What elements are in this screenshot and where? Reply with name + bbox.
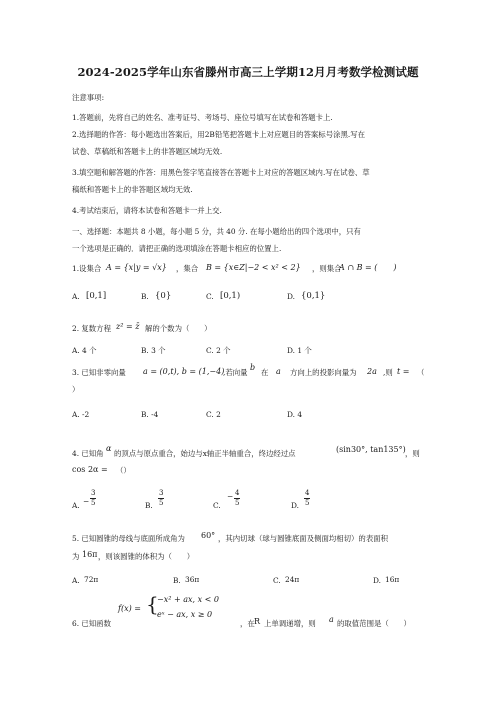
q4-prefix: 4. 已知角 [72,449,104,458]
q4-mid: 的顶点与原点重合，始边与x轴正半轴重合，终边经过点 [114,449,296,458]
q4-option-b-numerator: 3 [159,489,164,497]
q1-option-d-value: {0,1} [301,291,326,301]
q4-option-a-denominator: 5 [91,499,96,507]
notice-item-4: 4.考试结束后，请将本试卷和答题卡一并上交. [72,206,222,215]
q1-suffix: ，则集合 [312,264,342,273]
q6-function-name: f(x) = [118,604,141,613]
q4-option-d-fraction [304,490,310,507]
q1-option-b-label: B. [141,292,149,301]
q5-option-b-label: B. [173,576,181,585]
q1-option-a-label: A. [72,292,80,301]
q3-mid-3: 方向上的投影向量为 [290,368,357,377]
q2-option-d: D. 1 个 [287,346,312,355]
q5-option-d-label: D. [373,576,382,585]
q3-paren-open: （ [417,368,425,377]
q5-option-c-value: 24π [285,575,300,584]
q2-option-a: A. 4 个 [72,346,97,355]
q4-cos: cos 2α = [72,465,108,474]
q1-option-c-label: C. [206,292,214,301]
q5-option-c-label: C. [273,576,281,585]
q1-option-a-value: [0,1] [86,291,107,301]
q6-prefix: 6. 已知函数 [72,619,111,628]
q2-expression: z² = z̄ [116,322,140,331]
notice-item-1: 1.答题前，先将自己的姓名、准考证号、考场号、座位号填写在试卷和答题卡上. [72,113,333,122]
section-1-line-2: 一个选项是正确的．请把正确的选项填涂在答题卡相应的位置上. [72,244,282,253]
q4-option-b-denominator: 5 [159,499,164,507]
q4-option-c-fraction [234,490,240,507]
q6-mid-2: 上单调递增，则 [264,619,316,628]
q2-prefix: 2. 复数方程 [72,324,111,333]
q4-option-c-numerator: 4 [235,489,240,497]
q3-option-d: D. 4 [287,410,303,419]
q5-line-1b: ，其内切球（球与圆锥底面及侧面均相切）的表面积 [218,534,388,543]
q2-option-b: B. 3 个 [141,346,166,355]
q4-point: (sin30°, tan135°) [336,445,406,454]
q4-option-a-fraction [90,490,96,507]
q3-option-a: A. -2 [72,410,90,419]
q4-option-a-sign: − [83,497,90,506]
q6-case-2: eˣ − ax, x ≥ 0 [157,610,213,619]
q3-paren-close: ） [72,385,80,394]
q5-area: 16π [82,550,98,559]
q3-vectors: a = (0,t), b = (1,−4) [143,367,225,376]
q5-line-2a: 为 [72,552,80,561]
q4-suffix: ，则 [405,449,420,458]
q6-param-a: a [329,615,334,624]
q4-option-d-numerator: 4 [305,489,310,497]
q1-set-b: B = {x∈Z|−2 < x² < 2} [206,263,301,272]
q1-set-a: A = {x|y = √x} [106,263,167,272]
q1-prefix: 1.设集合 [72,264,102,273]
q4-option-c-label: C. [213,501,221,510]
q4-paren: （） [116,466,131,475]
q2-suffix: 解的个数为（ ） [145,324,212,333]
page-title: 2024-2025学年山东省滕州市高三上学期12月月考数学检测试题 [77,65,419,79]
notice-item-2a: 2.选择题的作答：每小题选出答案后，用2B铅笔把答题卡上对应题目的答案标号涂黑.写在 [72,130,365,139]
notice-item-3b: 稿纸和答题卡上的非答题区域均无效. [72,185,193,194]
q5-option-a-label: A. [72,576,80,585]
q6-real-set: R [254,617,261,626]
q3-prefix: 3. 已知非零向量 [72,368,126,377]
q4-option-c-denominator: 5 [235,499,240,507]
q3-vector-a: a [276,367,281,376]
q4-option-a-label: A. [72,501,80,510]
q3-t-equals: t = [397,367,410,376]
q1-option-c-value: [0,1) [220,291,241,301]
q4-option-a-numerator: 3 [91,489,96,497]
notice-heading: 注意事项: [72,93,105,102]
q6-case-1: −x² + ax, x < 0 [157,595,219,604]
q5-option-a-value: 72π [84,575,99,584]
q1-expression: A ∩ B = ( ) [339,263,397,272]
q4-alpha: α [106,444,112,453]
q3-mid-4: ,则 [383,368,393,377]
q3-option-c: C. 2 [206,410,221,419]
section-1-line-1: 一、选择题：本题共 8 小题，每小题 5 分，共 40 分. 在每小题给出的四个选项中，只有 [72,227,361,236]
q4-option-b-fraction [158,490,164,507]
q3-option-b: B. -4 [141,410,159,419]
q5-line-2b: ，则该圆锥的体积为（ ） [98,552,195,561]
q4-option-d-label: D. [291,501,300,510]
q5-angle: 60° [201,531,216,540]
q1-option-b-value: {0} [155,291,172,301]
q4-option-c-sign: − [227,492,234,501]
q2-option-c: C. 2 个 [206,346,231,355]
q5-line-1a: 5. 已知圆锥的母线与底面所成角为 [72,534,185,543]
q6-mid: ，在 [240,619,255,628]
notice-item-2b: 试卷、草稿纸和答题卡上的非答题区域均无效. [72,147,223,156]
q4-option-b-label: B. [145,501,153,510]
q5-option-d-value: 16π [385,575,400,584]
q5-option-b-value: 36π [185,575,200,584]
q6-brace: { [146,592,159,616]
q6-suffix: 的取值范围是（ ） [337,619,411,628]
q3-projection: 2a [367,367,377,376]
q3-mid-1: ,若向量 [223,368,248,377]
q3-mid-2: 在 [261,368,269,377]
q4-option-d-denominator: 5 [305,499,310,507]
notice-item-3a: 3.填空题和解答题的作答：用黑色签字笔直接答在答题卡上对应的答题区域内.写在试卷、草 [72,168,370,177]
q1-mid: ，集合 [176,264,199,273]
q1-option-d-label: D. [287,292,296,301]
q3-vector-b: b [250,363,256,372]
